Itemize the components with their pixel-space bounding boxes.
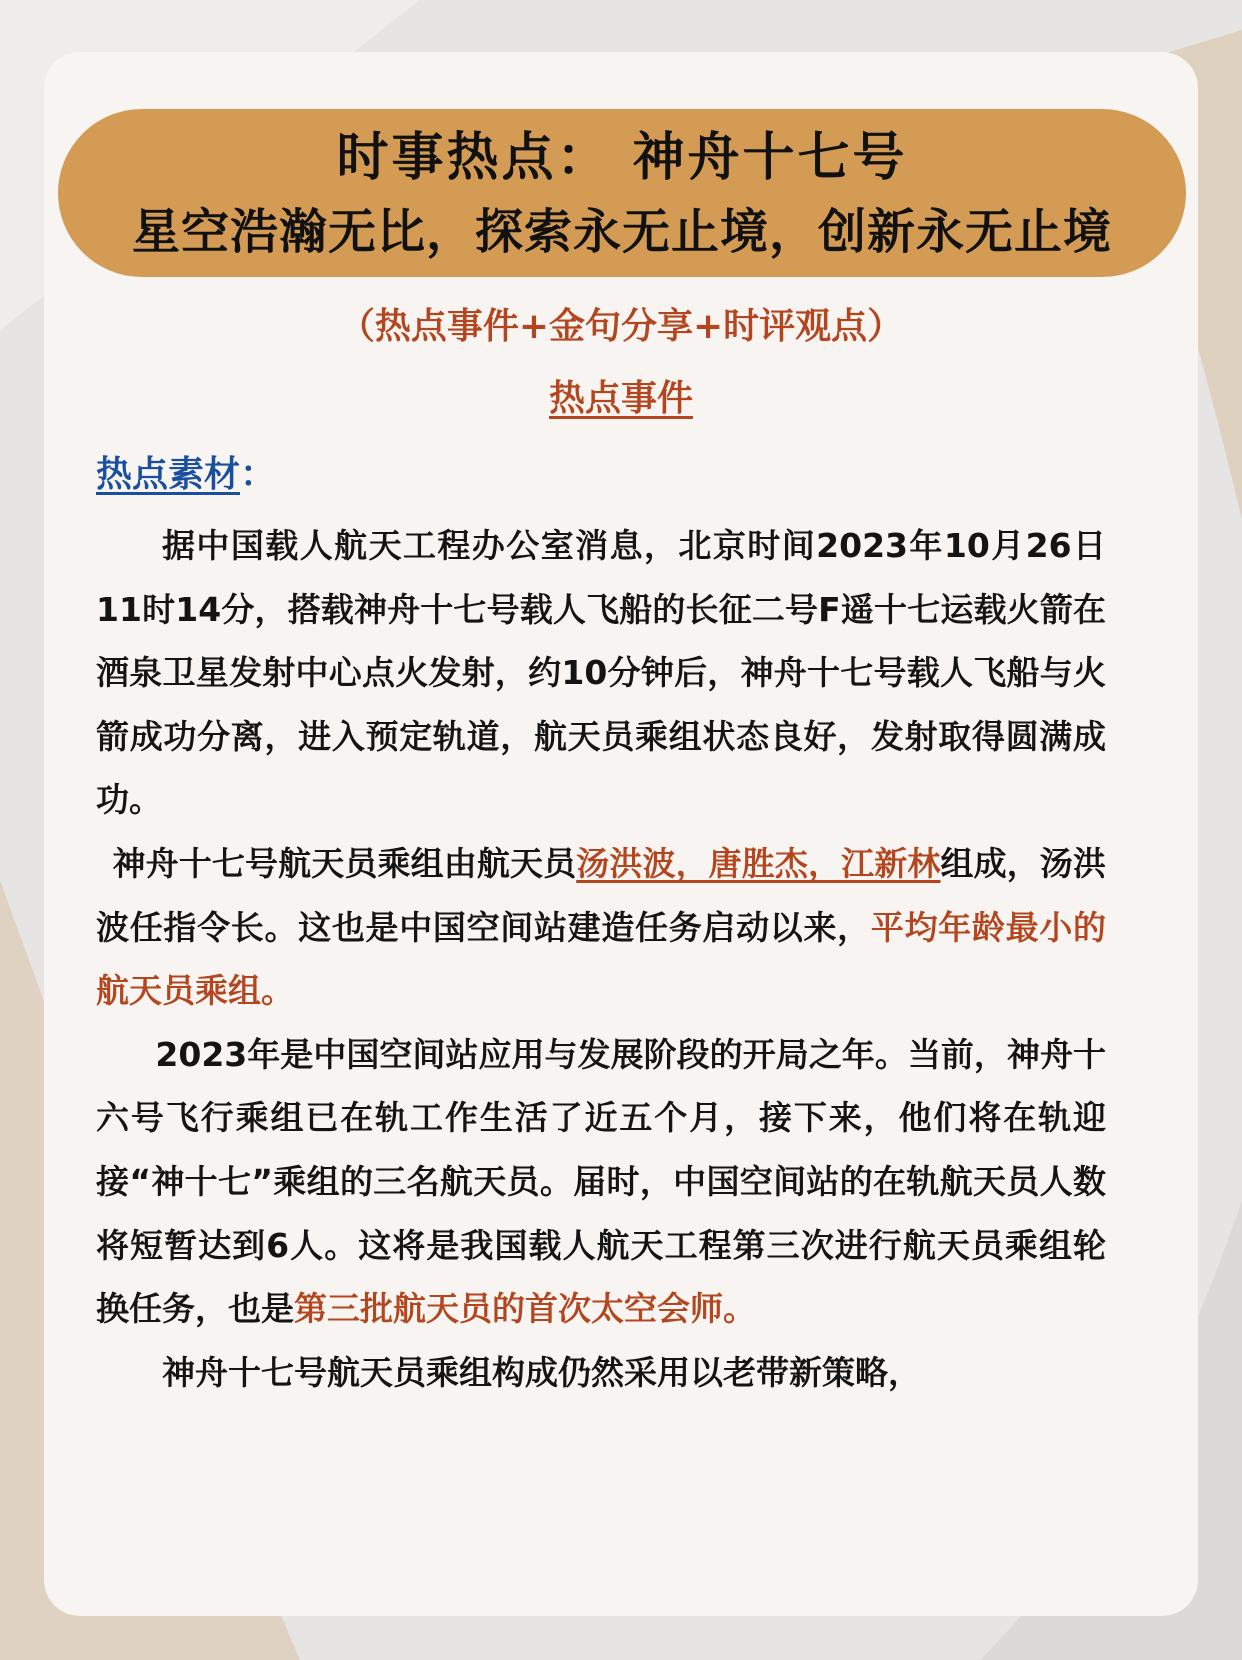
paragraph-2 bbox=[96, 832, 1106, 1023]
title-line-2: 星空浩瀚无比，探索永无止境，创新永无止境 bbox=[131, 204, 1112, 260]
p2-highlight: 平均年龄最小的航天员乘组。 bbox=[96, 907, 1107, 1011]
paragraph-3 bbox=[96, 1023, 1106, 1341]
p2-text-b: 组成，汤洪波任指令长。这也是中国空间站建造任务启动以来， bbox=[96, 843, 1107, 947]
p2-text-a: 神舟十七号航天员乘组由航天员 bbox=[112, 843, 577, 883]
section-title bbox=[44, 376, 1198, 422]
subtitle: （热点事件+金句分享+时评观点） bbox=[338, 306, 904, 347]
paragraph-1: 据中国载人航天工程办公室消息，北京时间2023年10月26日11时14分，搭载神舟十七号载人飞船的长征二号F遥十七运载火箭在酒泉卫星发射中心点火发射，约10分钟后，神舟十七号载人飞船与火箭成功分离，进入预定轨道，航天员乘组状态良好，发射取得圆满成功。 bbox=[96, 526, 1106, 820]
material-label-colon: ： bbox=[240, 454, 277, 495]
title-line-1: 时事热点： 神舟十七号 bbox=[336, 128, 908, 188]
material-label-text: 热点素材 bbox=[96, 454, 241, 495]
p3-highlight: 第三批航天员的首次太空会师。 bbox=[294, 1289, 756, 1329]
section-title-text: 热点事件 bbox=[548, 378, 693, 419]
p3-text-a: 2023年是中国空间站应用与发展阶段的开局之年。当前，神舟十六号飞行乘组已在轨工作生活了近五个月，接下来，他们将在轨迎接“神十七”乘组的三名航天员。届时，中国空间站的在轨航天员人数将短暂达到6人。这将是我国载人航天工程第三次进行航天员乘组轮换任务，也是 bbox=[96, 1034, 1106, 1329]
paragraph-4: 神舟十七号航天员乘组构成仍然采用以老带新策略， bbox=[162, 1352, 921, 1392]
material-label bbox=[96, 452, 276, 498]
astronaut-names: 汤洪波，唐胜杰，江新林 bbox=[576, 843, 941, 883]
title-banner bbox=[58, 109, 1186, 277]
content-card bbox=[44, 52, 1198, 1616]
article-body bbox=[96, 514, 1106, 1404]
